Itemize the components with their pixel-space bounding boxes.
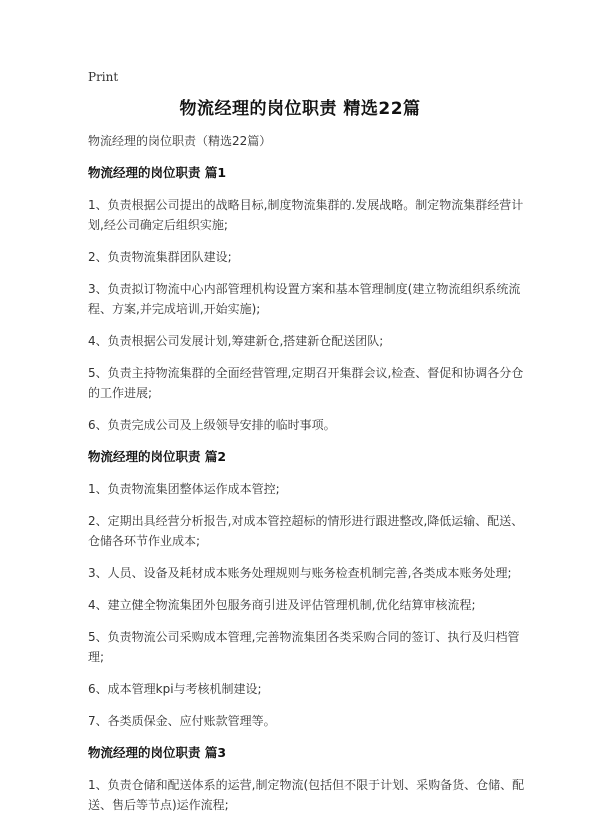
- duty-item: 4、建立健全物流集团外包服务商引进及评估管理机制,优化结算审核流程;: [88, 598, 476, 612]
- duty-item: 6、负责完成公司及上级领导安排的临时事项。: [88, 418, 336, 432]
- duty-item: 7、各类质保金、应付账款管理等。: [88, 714, 276, 728]
- section-3: [88, 743, 528, 815]
- duty-item: 4、负责根据公司发展计划,筹建新仓,搭建新仓配送团队;: [88, 334, 384, 348]
- duty-item: 5、负责主持物流集群的全面经营管理,定期召开集群会议,检查、督促和协调各分仓的工作进展;: [88, 366, 524, 400]
- section-2: [88, 447, 528, 731]
- duty-item: 2、定期出具经营分析报告,对成本管控超标的情形进行跟进整改,降低运输、配送、仓储各环节作业成本;: [88, 514, 524, 548]
- duty-item: 1、负责物流集团整体运作成本管控;: [88, 482, 280, 496]
- duty-item: 3、人员、设备及耗材成本账务处理规则与账务检查机制完善,各类成本账务处理;: [88, 566, 512, 580]
- section-heading: 物流经理的岗位职责 篇1: [88, 165, 227, 180]
- duty-item: 2、负责物流集群团队建设;: [88, 250, 232, 264]
- document-subtitle: 物流经理的岗位职责（精选22篇）: [88, 134, 272, 148]
- duty-item: 1、负责仓储和配送体系的运营,制定物流(包括但不限于计划、采购备货、仓储、配送、售后等节点)运作流程;: [88, 778, 525, 812]
- duty-item: 3、负责拟订物流中心内部管理机构设置方案和基本管理制度(建立物流组织系统流程、方案,并完成培训,开始实施);: [88, 282, 521, 316]
- document-title: 物流经理的岗位职责 精选22篇: [179, 99, 421, 119]
- section-heading: 物流经理的岗位职责 篇3: [88, 745, 227, 760]
- document-body: [88, 131, 528, 827]
- duty-item: 5、负责物流公司采购成本管理,完善物流集团各类采购合同的签订、执行及归档管理;: [88, 630, 520, 664]
- section-heading: 物流经理的岗位职责 篇2: [88, 449, 227, 464]
- section-1: [88, 163, 528, 435]
- duty-item: 1、负责根据公司提出的战略目标,制度物流集群的.发展战略。制定物流集群经营计划,经公司确定后组织实施;: [88, 198, 524, 232]
- duty-item: 6、成本管理kpi与考核机制建设;: [88, 682, 262, 696]
- print-label: Print: [88, 70, 119, 84]
